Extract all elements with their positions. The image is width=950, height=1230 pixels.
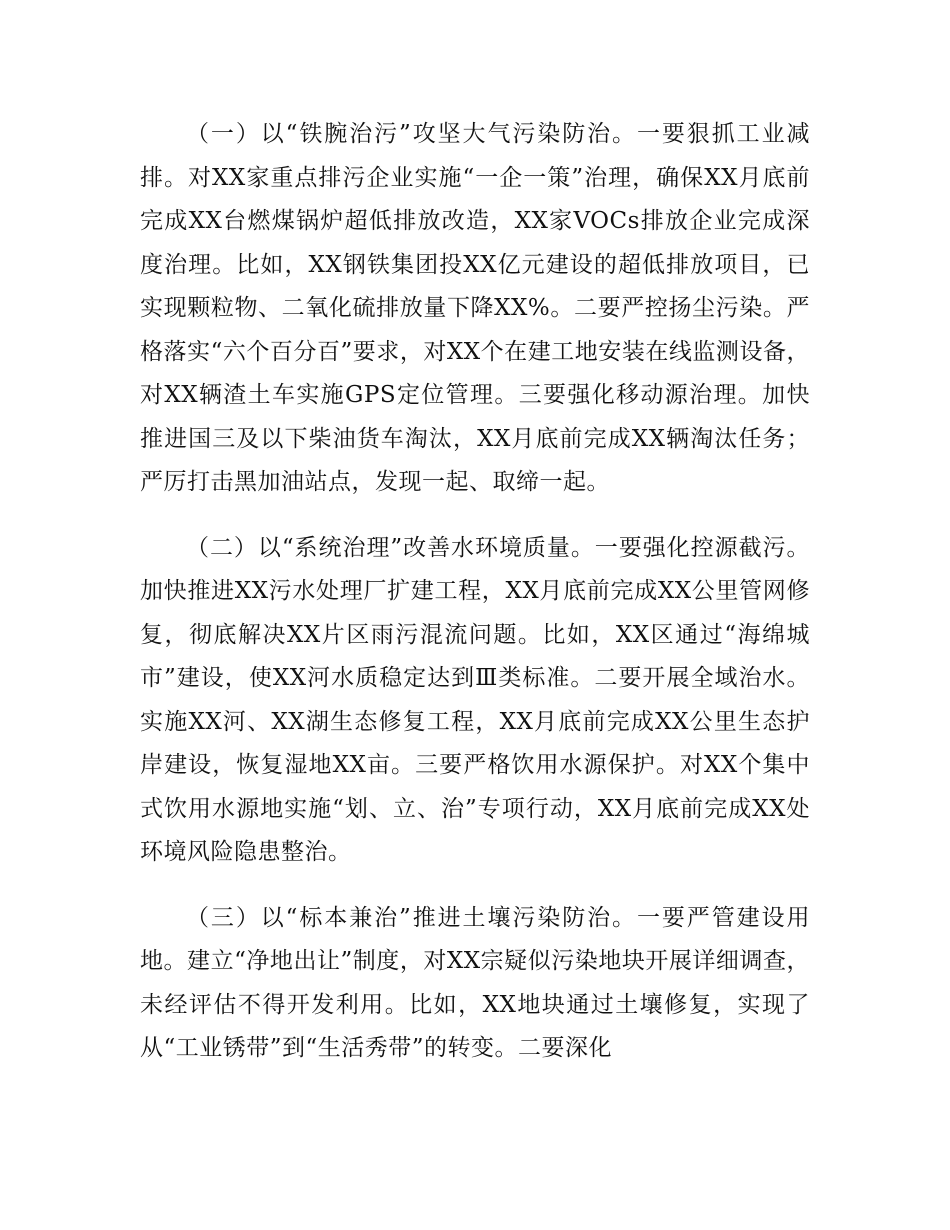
paragraph-air-pollution: （一）以“铁腕治污”攻坚大气污染防治。一要狠抓工业减排。对XX家重点排污企业实施“一企一策”治理，确保XX月底前完成XX台燃煤锅炉超低排放改造，XX家VOCs排放企业完成深度治理。比如，XX钢铁集团投XX亿元建设的超低排放项目，已实现颗粒物、二氧化硫排放量下降XX%。二要严控扬尘污染。严格落实“六个百分百”要求，对XX个在建工地安装在线监测设备，对XX辆渣土车实施GPS定位管理。三要强化移动源治理。加快推进国三及以下柴油货车淘汰，XX月底前完成XX辆淘汰任务；严厉打击黑加油站点，发现一起、取缔一起。 <box>140 121 810 495</box>
document-body <box>140 113 810 1093</box>
paragraph-water-environment: （二）以“系统治理”改善水环境质量。一要强化控源截污。加快推进XX污水处理厂扩建工程，XX月底前完成XX公里管网修复，彻底解决XX片区雨污混流问题。比如，XX区通过“海绵城市”建设，使XX河水质稳定达到Ⅲ类标准。二要开展全域治水。实施XX河、XX湖生态修复工程，XX月底前完成XX公里生态护岸建设，恢复湿地XX亩。三要严格饮用水源保护。对XX个集中式饮用水源地实施“划、立、治”专项行动，XX月底前完成XX处环境风险隐患整治。 <box>140 534 810 865</box>
paragraph-soil-pollution: （三）以“标本兼治”推进土壤污染防治。一要严管建设用地。建立“净地出让”制度，对XX宗疑似污染地块开展详细调查，未经评估不得开发利用。比如，XX地块通过土壤修复，实现了从“工业锈带”到“生活秀带”的转变。二要深化 <box>140 904 810 1061</box>
